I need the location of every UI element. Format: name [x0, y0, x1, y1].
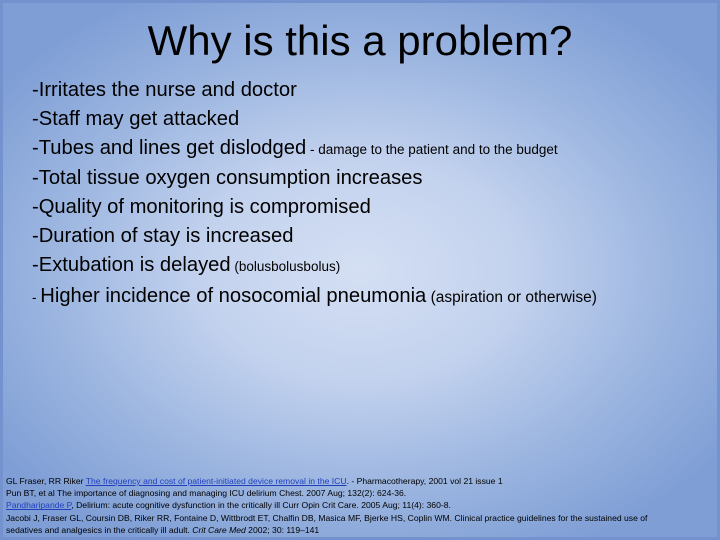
bullet-text: -Extubation is delayed — [32, 253, 231, 276]
bullet-text: -Staff may get attacked — [32, 107, 240, 130]
bullet-irritates — [32, 76, 712, 105]
reference-text: sedatives and analgesics in the critically ill adult. — [6, 524, 193, 535]
bullet-text: Higher incidence of nosocomial pneumonia — [40, 284, 427, 307]
bullet-tubes-dislodged — [32, 134, 712, 165]
reference-4 — [6, 512, 716, 524]
bullet-note: (bolusbolusbolus) — [230, 258, 341, 274]
reference-link[interactable]: The frequency and cost of patient-initiated device removal in the ICU — [85, 476, 347, 486]
bullet-text: -Total tissue oxygen consumption increases — [32, 167, 423, 190]
reference-text: . - Pharmacotherapy, 2001 vol 21 issue 1 — [346, 476, 503, 486]
reference-text: 2002; 30: 119–141 — [245, 524, 320, 535]
bullet-extubation — [32, 251, 712, 282]
reference-text: Jacobi J, Fraser GL, Coursin DB, Riker RR, Fontaine D, Wittbrodt ET, Chalfin DB, Masica MF, Bjerke HS, Coplin WM. Clinical practice guidelines for the sustained use of — [6, 512, 648, 523]
bullet-duration-stay — [32, 222, 712, 251]
bullet-text: -Duration of stay is increased — [32, 224, 294, 247]
bullet-text: -Quality of monitoring is compromised — [32, 196, 371, 219]
bullet-oxygen-consumption — [32, 164, 712, 193]
reference-text: GL Fraser, RR Riker — [6, 476, 86, 486]
reference-2 — [6, 487, 716, 499]
bullet-note: (aspiration or otherwise) — [426, 288, 597, 306]
reference-text: Pun BT, et al The importance of diagnosing and managing ICU delirium Chest. 2007 Aug; 132(2): 624-36. — [6, 488, 407, 499]
bullet-monitoring — [32, 193, 712, 222]
bullet-note: - damage to the patient and to the budget — [306, 141, 558, 157]
bullet-pneumonia — [32, 282, 712, 313]
references — [6, 475, 716, 536]
reference-1 — [6, 475, 716, 487]
bullet-list — [32, 76, 712, 312]
bullet-dash: - — [32, 289, 41, 305]
bullet-staff-attacked — [32, 105, 712, 134]
bullet-text: -Tubes and lines get dislodged — [32, 136, 307, 159]
slide-title: Why is this a problem? — [147, 17, 573, 64]
bullet-text: -Irritates the nurse and doctor — [32, 79, 297, 101]
reference-3 — [6, 499, 716, 511]
reference-text: , Delirium: acute cognitive dysfunction in the critically ill Curr Opin Crit Care. 2005 Aug; 11(4): 360-8. — [71, 500, 451, 511]
reference-link[interactable]: Pandharipande P — [6, 500, 72, 511]
reference-5 — [6, 524, 716, 536]
reference-journal: Crit Care Med — [192, 524, 246, 535]
